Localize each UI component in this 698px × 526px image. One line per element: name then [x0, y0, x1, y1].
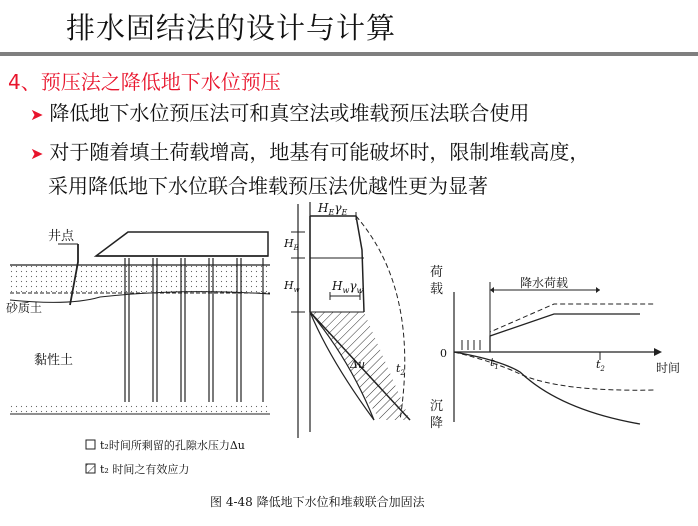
t1-label: $t_1$: [490, 356, 499, 371]
bullet-arrow-icon: ➤: [30, 144, 44, 163]
origin-label: 0: [440, 347, 447, 360]
axis-load-1: 荷: [430, 265, 444, 280]
t2-label: $t_2$: [596, 358, 605, 373]
clay-layer-label: 黏性土: [34, 353, 74, 368]
legend-pore-pressure: t₂时间所剩留的孔隙水压力Δu: [100, 439, 245, 452]
axis-settle-2: 降: [430, 416, 444, 431]
bullet-2-continuation: 采用降低地下水位联合堆载预压法优越性更为显著: [48, 174, 488, 198]
sand-layer-label: 砂质土: [6, 301, 43, 315]
well-point-label: 井点: [48, 229, 75, 244]
axis-settle-1: 沉: [430, 399, 444, 414]
bullet-1-text: 降低地下水位预压法可和真空法或堆载预压法联合使用: [49, 101, 530, 125]
dewater-load-label: 降水荷载: [520, 276, 569, 290]
label-HE-gammaE: $H_E\gamma_E$: [318, 201, 348, 217]
legend-effective-stress: t₂ 时间之有效应力: [100, 463, 190, 476]
soil-profile: [6, 228, 270, 414]
label-Hw-gammaw: $H_w\gamma_w$: [332, 279, 364, 295]
label-Hw-side: $H_w$: [284, 279, 300, 294]
label-t2-mid: $t_2$: [396, 362, 405, 377]
slide-title: 排水固结法的设计与计算: [66, 11, 397, 45]
time-axis-label: 时间: [656, 361, 681, 375]
legend-box-empty: [86, 440, 95, 449]
sand-layer-fill: [10, 265, 270, 293]
figure-legend: [86, 438, 245, 476]
label-HE-side: $H_E$: [284, 237, 299, 252]
axis-load-2: 载: [430, 282, 444, 297]
section-heading: 4、预压法之降低地下水位预压: [8, 70, 281, 94]
bullet-arrow-icon: ➤: [30, 105, 44, 124]
bullet-2-text: 对于随着填土荷载增高，地基有可能破坏时，限制堆载高度，: [49, 140, 590, 164]
figure-caption: 图 4-48 降低地下水位和堆载联合加固法: [210, 495, 425, 509]
stress-diagram: [283, 201, 410, 438]
label-delta-u: Δu: [350, 358, 366, 371]
legend-box-hatched: [86, 464, 95, 473]
surcharge-fill: [96, 232, 268, 256]
load-settlement-chart: [430, 265, 680, 431]
